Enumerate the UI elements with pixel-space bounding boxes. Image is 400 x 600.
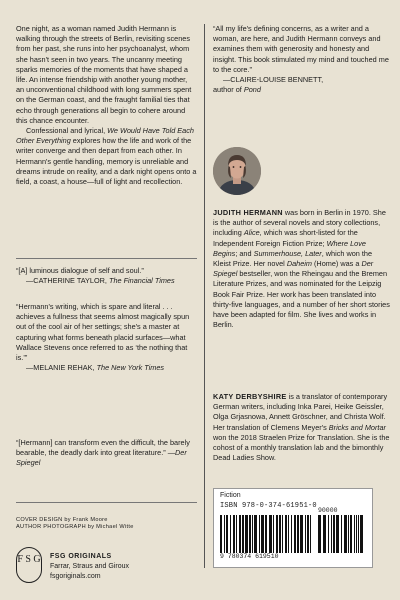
translator-bio-text xyxy=(213,392,390,463)
barcode-bar xyxy=(297,515,299,553)
barcode-digits: 9 780374 619510 xyxy=(220,553,279,560)
barcode-bar xyxy=(249,515,251,553)
barcode-bar xyxy=(318,515,321,553)
quote-source: Pond xyxy=(243,85,261,95)
review-quote-2 xyxy=(16,302,197,373)
barcode-bar xyxy=(350,515,352,553)
barcode-bar xyxy=(239,515,241,553)
book-title: Daheim xyxy=(286,259,312,269)
barcode-bar xyxy=(269,515,272,553)
bio-text: ; and xyxy=(235,248,254,258)
barcode-bar xyxy=(245,515,248,553)
barcode-box xyxy=(213,488,373,568)
barcode-bar xyxy=(333,515,335,553)
publisher-imprint: FSG ORIGINALS xyxy=(50,553,112,560)
barcode-bar xyxy=(261,515,264,553)
bio-text: , which was short-listed for the Independent Foreign Fiction Prize; xyxy=(213,228,358,248)
publisher-info xyxy=(50,552,129,582)
bio-text: , which won the Kleist Prize. Her novel xyxy=(213,248,373,269)
description-paragraph-1: One night, as a woman named Judith Hermann is walking through the streets of Berlin, revisiting scenes from her past, she runs into her psychoanalyst, whom she hasn't seen in two years. The uncanny meeting sparks memories of the moments that have shaped a life. An intense friendship with another young mother, an unconventional childhood with long summers spent on the German coast, and the fraught familial ties that echo through generations all begin to cohere around this chance encounter. xyxy=(16,24,192,125)
quote-text: “[A] luminous dialogue of self and soul.” xyxy=(16,266,144,275)
barcode-bar xyxy=(259,515,260,553)
barcode-bar xyxy=(360,515,363,553)
barcode-bar xyxy=(307,515,309,553)
translator-bio xyxy=(213,392,390,463)
barcode-bar xyxy=(220,515,222,553)
author-bio-text xyxy=(213,208,390,330)
author-name: JUDITH HERMANN xyxy=(213,208,283,217)
barcode-bar xyxy=(242,515,244,553)
book-title: Where Love Begins xyxy=(213,238,366,258)
bio-text: (Home) was a xyxy=(311,259,362,269)
barcode-bar xyxy=(328,515,329,553)
barcode-bar xyxy=(273,515,274,553)
cover-credits xyxy=(16,517,134,531)
section-rule xyxy=(16,502,197,503)
quote-source: Der Spiegel xyxy=(16,448,187,468)
barcode-bar xyxy=(279,515,281,553)
bio-text: won the 2018 Straelen Prize for Translation. She is the cohost of a monthly translation lab and the bimonthly Dead Ladies Show. xyxy=(213,432,390,463)
barcode-bar xyxy=(354,515,355,553)
isbn-barcode xyxy=(220,515,314,553)
review-quote-1 xyxy=(16,266,175,286)
quote-dash: — xyxy=(165,448,176,458)
barcode-bar xyxy=(282,515,283,553)
publisher-name: Farrar, Straus and Giroux xyxy=(50,563,129,570)
barcode-bar xyxy=(236,515,237,553)
description-text: explores how the life and work of the writer converge and then depart from each other. In Hermann's gentle handling, memory is unreliable and dreams intrude on reality, and a dark night opens onto a field, a coast, a house—full of light and recollection. xyxy=(16,136,197,187)
attribution-prefix: author of xyxy=(213,85,244,95)
quote-attribution xyxy=(16,363,197,373)
barcode-bar xyxy=(344,515,347,553)
genre-label: Fiction xyxy=(220,492,241,499)
isbn-text: ISBN 978-0-374-61951-0 xyxy=(220,502,317,510)
quote-attribution-2 xyxy=(213,85,390,95)
author-photo-credit: AUTHOR PHOTOGRAPH by Michael Witte xyxy=(16,524,134,530)
barcode-bar xyxy=(305,515,306,553)
barcode-bar xyxy=(226,515,228,553)
barcode-bar xyxy=(252,515,253,553)
barcode-bar xyxy=(254,515,257,553)
barcode-bar xyxy=(310,515,311,553)
price-code: 90000 xyxy=(318,507,338,514)
column-divider xyxy=(204,24,205,568)
barcode-bar xyxy=(356,515,357,553)
featured-quote xyxy=(213,24,390,95)
section-rule xyxy=(16,258,197,259)
barcode-bar xyxy=(285,515,287,553)
cover-design-credit: COVER DESIGN by Frank Moore xyxy=(16,517,108,523)
barcode-bar xyxy=(276,515,278,553)
book-title: Summerhouse, Later xyxy=(253,248,322,258)
barcode-bar xyxy=(341,515,342,553)
barcode-bar xyxy=(323,515,326,553)
barcode-bar xyxy=(265,515,267,553)
author-portrait-icon xyxy=(213,147,261,195)
bio-text: bestseller, won the Rheingau and the Bremen Literature Prizes, and was nominated for the Leipzig Book Fair Prize. Her work has been translated into thirty-five languages, and a number of her short stories have been adapted for film. She lives and works in Berlin. xyxy=(213,269,390,330)
book-title: We Would Have Told Each Other Everything xyxy=(16,126,194,146)
translator-name: KATY DERBYSHIRE xyxy=(213,392,287,401)
quote-source: The New York Times xyxy=(96,363,165,373)
barcode-bar xyxy=(336,515,339,553)
barcode-bar xyxy=(288,515,289,553)
quote-text xyxy=(16,438,197,469)
quote-text: “Hermann's writing, which is spare and literal . . . achieves a fullness that seems almost magically spun out of the cool air of her settings; she's a master at capturing what forms beneath placid surfaces—what Wallace Stevens once referred to as ‘the nothing that is.’” xyxy=(16,302,190,363)
quote-body: “[Hermann] can transform even the difficult, the barely bearable, the deadly dark into great literature.” xyxy=(16,438,190,458)
reviewer-name: —CATHERINE TAYLOR, xyxy=(26,276,109,286)
description-text: Confessional and lyrical, xyxy=(26,126,108,136)
barcode-bar xyxy=(230,515,231,553)
barcode-bar xyxy=(358,515,359,553)
barcode-bar xyxy=(233,515,235,553)
book-title: Bricks and Mortar xyxy=(328,422,386,432)
barcode-bar xyxy=(224,515,225,553)
quote-source: The Financial Times xyxy=(108,276,175,286)
fsg-logo: F S G xyxy=(16,547,42,583)
book-title: Alice xyxy=(243,228,260,238)
book-description xyxy=(16,24,197,187)
reviewer-name: —MELANIE REHAK, xyxy=(26,363,97,373)
author-photo xyxy=(213,147,261,195)
quote-attribution: —CLAIRE-LOUISE BENNETT, xyxy=(223,75,324,85)
barcode-bar xyxy=(291,515,292,553)
quote-text: “All my life's defining concerns, as a writer and a woman, are here, and Judith Hermann conveys and examines them with generosity and honesty and insight. This book stimulated my mind and touched me to the core.” xyxy=(213,24,389,74)
barcode-bar xyxy=(300,515,303,553)
price-barcode xyxy=(318,515,364,553)
review-quote-3 xyxy=(16,438,197,469)
barcode-bar xyxy=(294,515,296,553)
publication-title: Der Spiegel xyxy=(213,259,374,279)
quote-attribution xyxy=(16,276,175,286)
bio-text: was born in Berlin in 1970. She is the author of several novels and story collections, including xyxy=(213,208,386,238)
bio-text: is a translator of contemporary German writers, including Inka Parei, Heike Geissler, Olga Grjasnowa, Annett Gröschner, and Christa Wolf. Her translation of Clemens Meyer's xyxy=(213,392,388,432)
publisher-url: fsgoriginals.com xyxy=(50,573,101,580)
author-bio xyxy=(213,208,390,330)
description-paragraph-2 xyxy=(16,126,197,187)
barcode-bar xyxy=(348,515,349,553)
barcode-bar xyxy=(331,515,332,553)
